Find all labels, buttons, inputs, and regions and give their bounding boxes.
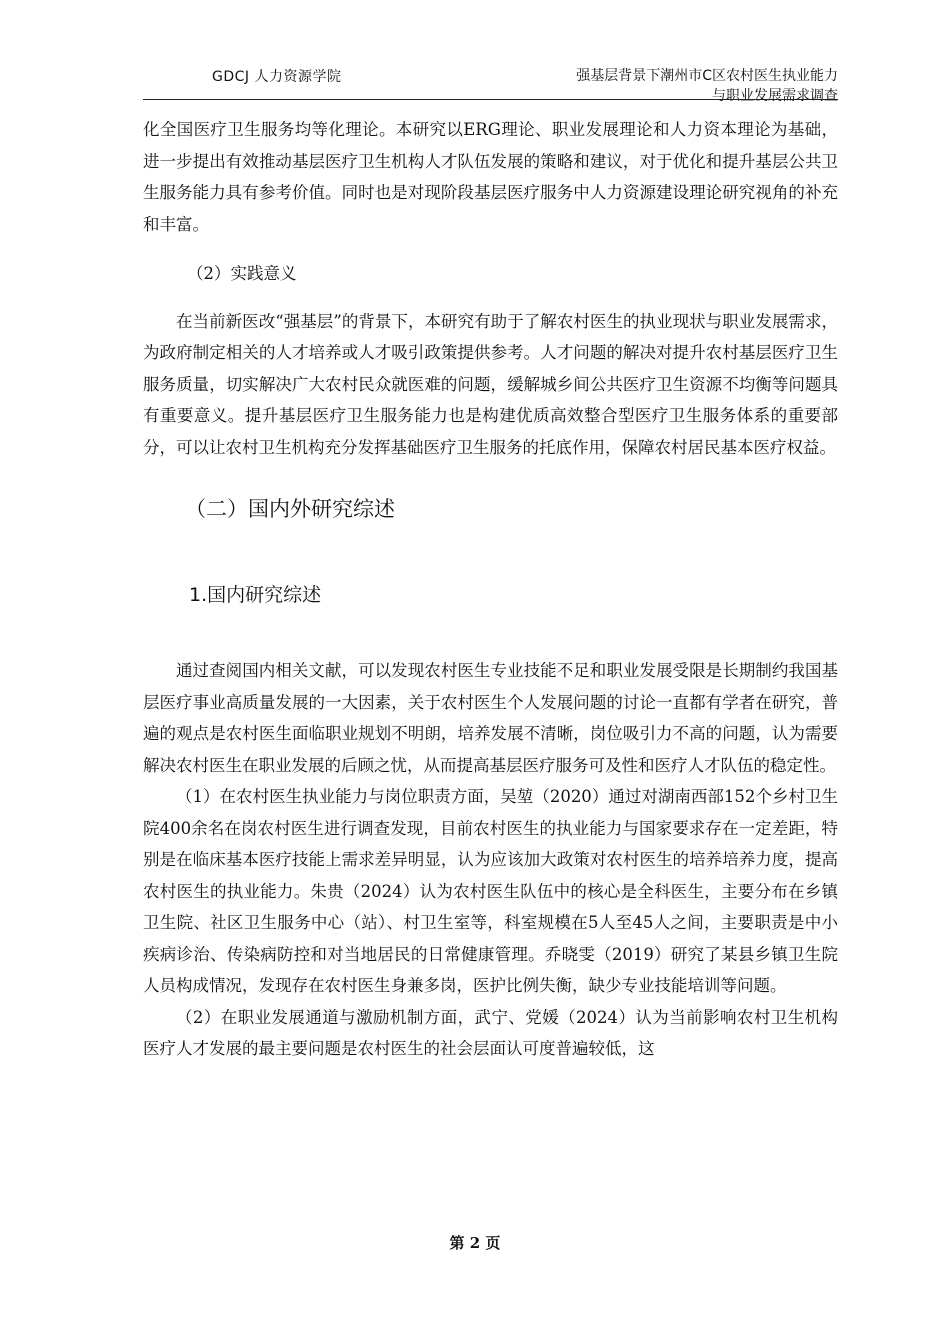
paragraph-domestic-overview: 通过查阅国内相关文献，可以发现农村医生专业技能不足和职业发展受限是长期制约我国基层医疗事业高质量发展的一大因素，关于农村医生个人发展问题的讨论一直都有学者在研究，普遍的观点是农村医生面临职业规划不明朗，培养发展不清晰，岗位吸引力不高的问题，认为需要解决农村医生在职业发展的后顾之忧，从而提高基层医疗服务可及性和医疗人才队伍的稳定性。 <box>143 661 838 775</box>
paragraph-point-1: （1）在农村医生执业能力与岗位职责方面，吴堃（2020）通过对湖南西部152个乡村卫生院400余名在岗农村医生进行调查发现，目前农村医生的执业能力与国家要求存在一定差距，特别是在临床基本医疗技能上需求差异明显，认为应该加大政策对农村医生的培养培养力度，提高农村医生的执业能力。朱贵（2024）认为农村医生队伍中的核心是全科医生，主要分布在乡镇卫生院、社区卫生服务中心（站）、村卫生室等，科室规模在5人至45人之间，主要职责是中小疾病诊治、传染病防控和对当地居民的日常健康管理。乔晓雯（2019）研究了某县乡镇卫生院人员构成情况，发现存在农村医生身兼多岗，医护比例失衡，缺少专业技能培训等问题。 <box>143 787 838 995</box>
paragraph-point-2: （2）在职业发展通道与激励机制方面，武宁、党媛（2024）认为当前影响农村卫生机构医疗人才发展的最主要问题是农村医生的社会层面认可度普遍较低，这 <box>143 1007 838 1058</box>
page-content <box>143 114 838 1065</box>
header-title-line1: 强基层背景下潮州市C区农村医生执业能力 <box>576 68 838 84</box>
practice-significance-label: （2）实践意义 <box>187 264 297 283</box>
paragraph-practice: 在当前新医改“强基层”的背景下，本研究有助于了解农村医生的执业现状与职业发展需求，为政府制定相关的人才培养或人才吸引政策提供参考。人才问题的解决对提升农村基层医疗卫生服务质量，切实解决广大农村民众就医难的问题，缓解城乡间公共医疗卫生资源不均衡等问题具有重要意义。提升基层医疗卫生服务能力也是构建优质高效整合型医疗卫生服务体系的重要部分，可以让农村卫生机构充分发挥基础医疗卫生服务的托底作用，保障农村居民基本医疗权益。 <box>143 311 838 457</box>
paragraph-theory: 化全国医疗卫生服务均等化理论。本研究以ERG理论、职业发展理论和人力资本理论为基础，进一步提出有效推动基层医疗卫生机构人才队伍发展的策略和建议，对于优化和提升基层公共卫生服务能力具有参考价值。同时也是对现阶段基层医疗服务中人力资源建设理论研究视角的补充和丰富。 <box>143 120 838 234</box>
header-doc-title <box>508 66 838 106</box>
header-institution: GDCJ 人力资源学院 <box>212 69 342 85</box>
section-heading: （二）国内外研究综述 <box>185 497 395 521</box>
header-title-line2: 与职业发展需求调查 <box>712 88 838 104</box>
header-divider <box>143 99 838 100</box>
subsection-heading: 1.国内研究综述 <box>189 584 322 606</box>
page-number: 第 2 页 <box>449 1234 501 1252</box>
